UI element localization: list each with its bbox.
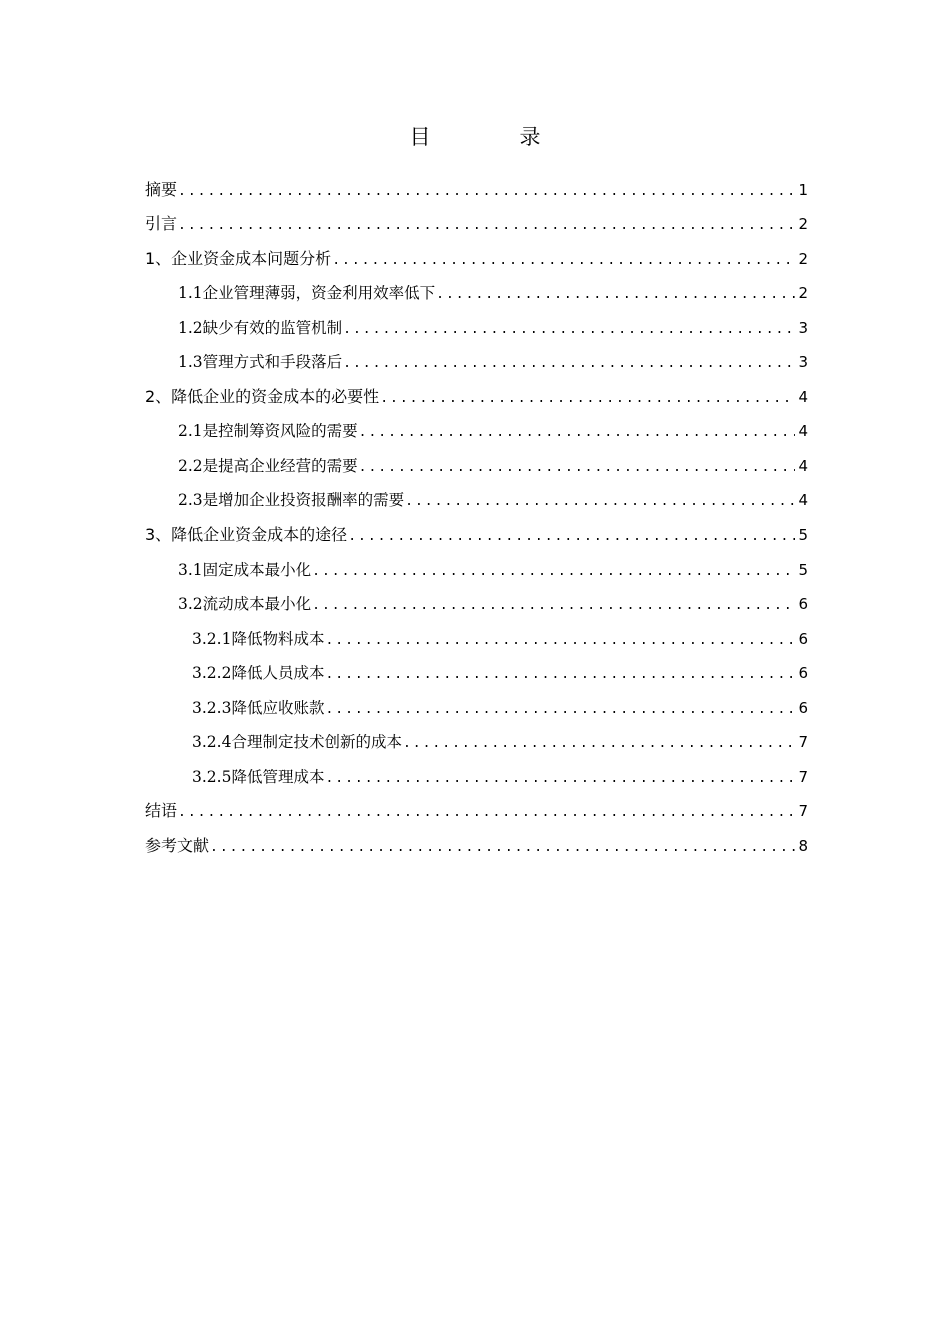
dot-leader [348,529,795,545]
toc-entry[interactable] [145,551,808,586]
dot-leader [359,460,796,476]
dot-leader [325,771,795,787]
toc-entry-title: 3.2.4合理制定技术创新的成本 [192,733,402,752]
toc-entry[interactable] [145,344,808,379]
toc-entry[interactable] [145,620,808,655]
toc-entry[interactable] [145,586,808,621]
dot-leader [325,667,795,683]
toc-entry[interactable] [145,689,808,724]
toc-entry-title: 结语 [145,801,178,821]
toc-entry-title: 引言 [145,214,178,234]
toc-entry[interactable] [145,724,808,759]
toc-entry-page-number: 6 [798,698,808,717]
toc-entry-page-number: 2 [798,249,808,268]
dot-leader [343,356,795,372]
dot-leader [178,184,795,200]
toc-entry[interactable] [145,171,808,206]
dot-leader [178,218,795,234]
toc-entry-title: 参考文献 [145,835,210,855]
toc-entry-title: 3.2.2降低人员成本 [192,664,325,683]
dot-leader [380,391,795,407]
toc-entry[interactable] [145,482,808,517]
toc-entry-page-number: 2 [798,284,808,303]
toc-entry-page-number: 5 [798,526,808,545]
toc-entry-title: 3.2流动成本最小化 [178,595,312,614]
toc-entry-page-number: 6 [798,664,808,683]
dot-leader [178,805,795,821]
toc-entry-title: 3.1固定成本最小化 [178,560,312,579]
toc-entry-page-number: 8 [798,836,808,855]
table-of-contents [145,171,808,862]
toc-entry-title: 2、降低企业的资金成本的必要性 [145,386,380,406]
toc-entry-page-number: 3 [798,353,808,372]
toc-entry[interactable] [145,275,808,310]
dot-leader [332,253,795,269]
dot-leader [359,425,796,441]
toc-entry-title: 1、企业资金成本问题分析 [145,248,332,268]
toc-entry-page-number: 7 [798,767,808,786]
toc-entry[interactable] [145,793,808,828]
toc-entry-page-number: 4 [798,491,808,510]
toc-entry[interactable] [145,655,808,690]
dot-leader [343,322,795,338]
toc-entry[interactable] [145,413,808,448]
toc-entry[interactable] [145,447,808,482]
dot-leader [210,840,795,856]
toc-entry-title: 1.1企业管理薄弱，资金利用效率低下 [178,284,436,303]
toc-entry-page-number: 2 [798,215,808,234]
toc-entry-page-number: 7 [798,802,808,821]
toc-entry[interactable] [145,378,808,413]
toc-entry-title: 摘要 [145,179,178,199]
toc-entry-page-number: 7 [798,733,808,752]
dot-leader [405,494,795,510]
toc-entry-title: 2.1是控制筹资风险的需要 [178,422,358,441]
dot-leader [312,598,795,614]
toc-entry-title: 1.2缺少有效的监管机制 [178,318,343,337]
toc-entry-page-number: 5 [798,560,808,579]
toc-entry-page-number: 4 [798,387,808,406]
dot-leader [312,564,795,580]
toc-entry[interactable] [145,240,808,275]
toc-entry-page-number: 1 [798,180,808,199]
toc-entry[interactable] [145,827,808,862]
toc-entry[interactable] [145,206,808,241]
toc-entry[interactable] [145,516,808,551]
toc-entry-title: 3.2.1降低物料成本 [192,629,325,648]
dot-leader [403,736,796,752]
toc-entry-title: 2.2是提高企业经营的需要 [178,456,358,475]
toc-entry-page-number: 3 [798,318,808,337]
dot-leader [325,633,795,649]
toc-entry-title: 3.2.3降低应收账款 [192,698,325,717]
toc-entry-title: 2.3是增加企业投资报酬率的需要 [178,491,405,510]
toc-entry-page-number: 6 [798,595,808,614]
dot-leader [325,702,795,718]
toc-entry[interactable] [145,758,808,793]
toc-entry-title: 3、降低企业资金成本的途径 [145,525,348,545]
toc-entry[interactable] [145,309,808,344]
dot-leader [436,287,795,303]
toc-entry-page-number: 6 [798,629,808,648]
toc-entry-title: 1.3管理方式和手段落后 [178,353,343,372]
toc-entry-page-number: 4 [798,422,808,441]
page-title: 目 录 [409,125,575,149]
toc-entry-title: 3.2.5降低管理成本 [192,767,325,786]
toc-entry-page-number: 4 [798,456,808,475]
